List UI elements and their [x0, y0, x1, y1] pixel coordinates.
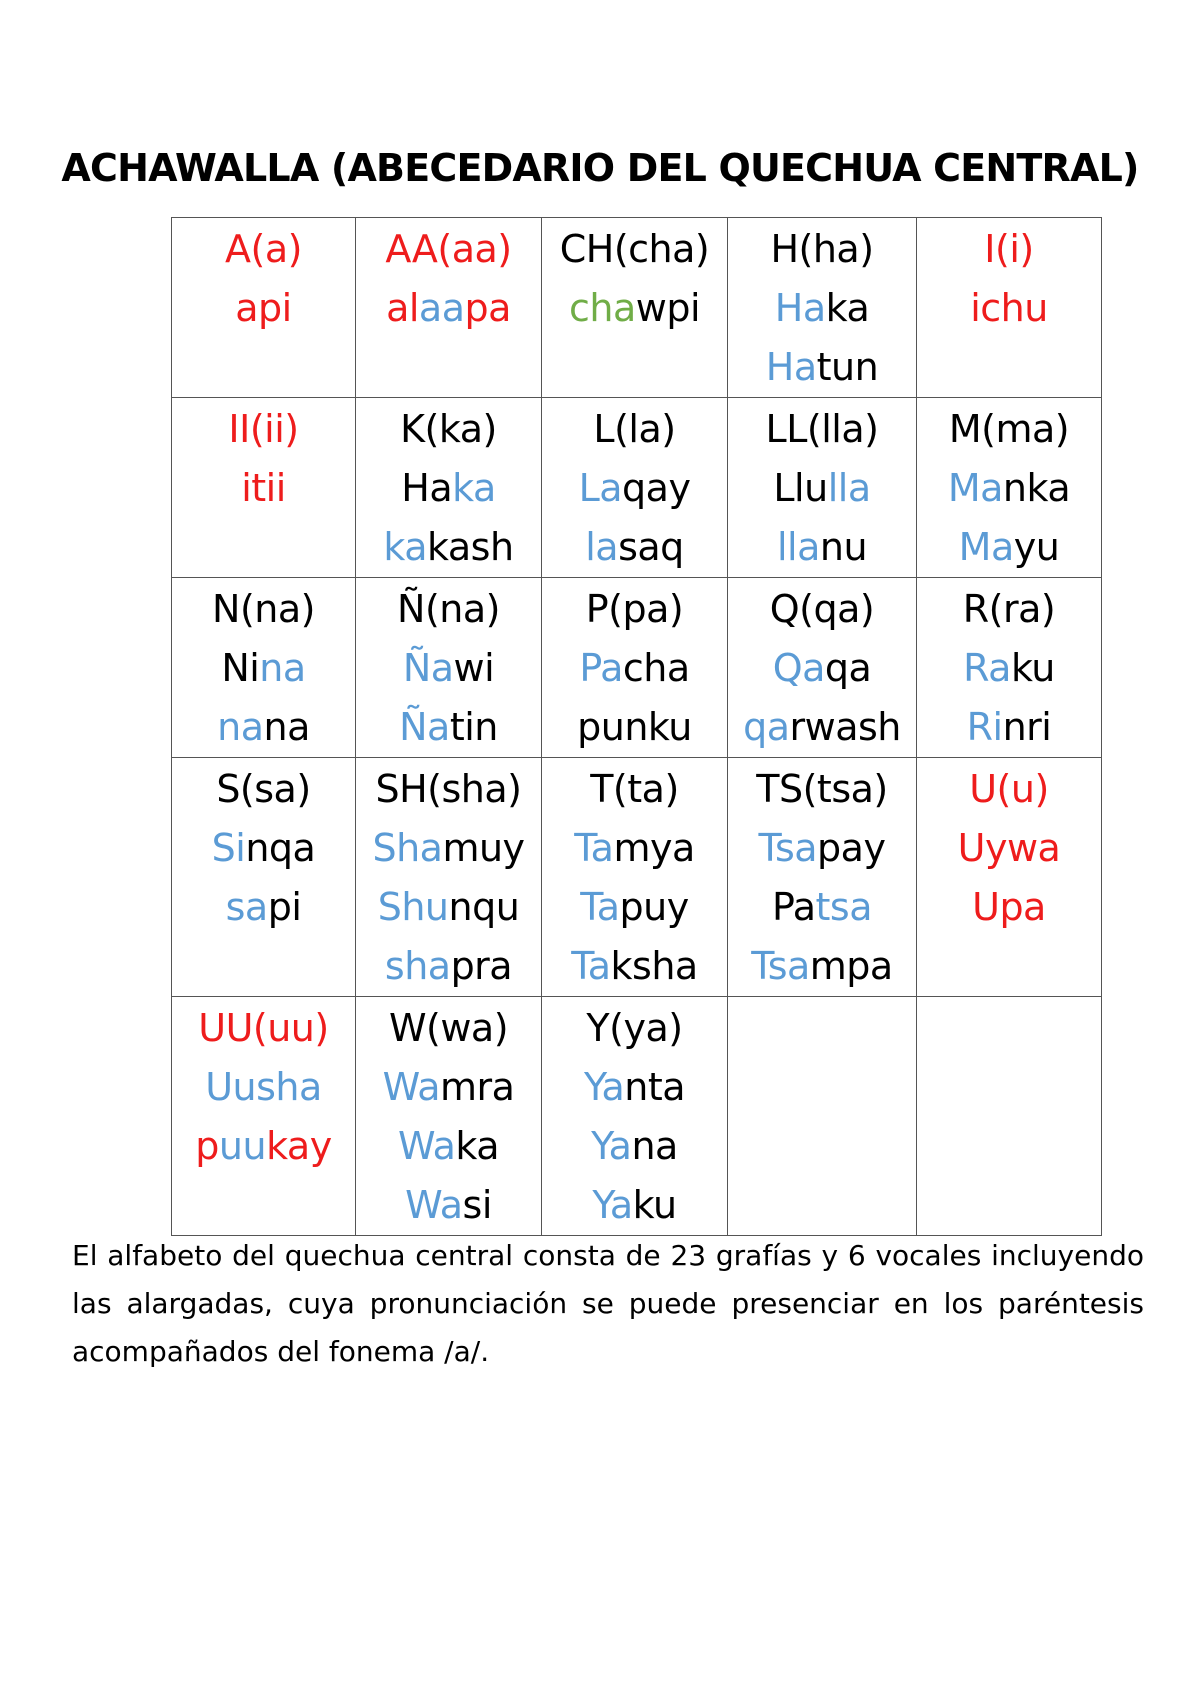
text-segment: Q(qa)	[769, 587, 875, 631]
text-segment: cha	[568, 286, 636, 330]
example-word	[356, 1176, 541, 1235]
text-segment: lla	[827, 466, 871, 510]
text-segment: Tsa	[751, 944, 810, 988]
text-segment: I(i)	[984, 227, 1034, 271]
text-segment: ku	[632, 1183, 677, 1227]
letter-heading	[917, 220, 1101, 279]
text-segment: Y(ya)	[586, 1006, 683, 1050]
text-segment: Wa	[382, 1065, 440, 1109]
letter-heading	[356, 580, 541, 639]
text-segment: saq	[618, 525, 684, 569]
text-segment: La	[578, 466, 623, 510]
text-segment: punku	[577, 705, 692, 749]
text-segment: si	[462, 1183, 492, 1227]
letter-cell	[917, 758, 1102, 997]
text-segment: Ñ(na)	[397, 587, 500, 631]
example-word	[172, 279, 355, 338]
example-word	[172, 639, 355, 698]
text-segment: Pa	[772, 885, 816, 929]
text-segment: Ya	[583, 1065, 625, 1109]
table-row	[172, 218, 1102, 398]
text-segment: mra	[440, 1065, 515, 1109]
example-word	[542, 698, 727, 757]
document-title: ACHAWALLA (ABECEDARIO DEL QUECHUA CENTRAL)	[61, 146, 1139, 190]
example-word	[917, 459, 1101, 518]
letter-heading	[728, 220, 916, 279]
example-word	[356, 279, 541, 338]
text-segment: ku	[1010, 646, 1055, 690]
example-word	[356, 639, 541, 698]
text-segment: CH(cha)	[559, 227, 710, 271]
letter-heading	[542, 220, 727, 279]
text-segment: kay	[266, 1124, 332, 1168]
letter-heading	[356, 760, 541, 819]
text-segment: nqu	[448, 885, 520, 929]
text-segment: Ta	[571, 944, 611, 988]
text-segment: Llu	[773, 466, 828, 510]
table-row	[172, 398, 1102, 578]
table-row	[172, 758, 1102, 997]
example-word	[172, 1117, 355, 1176]
text-segment: pa	[464, 286, 511, 330]
text-segment: Ña	[399, 705, 450, 749]
example-word	[542, 639, 727, 698]
letter-cell	[542, 218, 728, 398]
example-word	[728, 937, 916, 996]
text-segment: Ra	[963, 646, 1011, 690]
text-segment: qa	[743, 705, 790, 749]
text-segment: ka	[383, 525, 428, 569]
text-segment: ka	[452, 466, 496, 510]
letter-heading	[356, 400, 541, 459]
text-segment: sha	[384, 944, 451, 988]
example-word	[172, 819, 355, 878]
text-segment: P(pa)	[585, 587, 684, 631]
example-word	[172, 1058, 355, 1117]
letter-cell	[356, 578, 542, 758]
text-segment: Ha	[765, 345, 817, 389]
text-segment: pay	[817, 826, 886, 870]
text-segment: Sha	[372, 826, 443, 870]
text-segment: muy	[442, 826, 525, 870]
text-segment: II(ii)	[228, 407, 299, 451]
text-segment: lla	[776, 525, 820, 569]
example-word	[172, 459, 355, 518]
text-segment: Ta	[574, 826, 614, 870]
text-segment: nu	[819, 525, 868, 569]
example-word	[172, 698, 355, 757]
example-word	[172, 878, 355, 937]
example-word	[356, 937, 541, 996]
text-segment: Upa	[972, 885, 1046, 929]
letter-cell	[917, 218, 1102, 398]
example-word	[728, 279, 916, 338]
letter-cell	[917, 578, 1102, 758]
example-word	[542, 1176, 727, 1235]
text-segment: M(ma)	[948, 407, 1070, 451]
text-segment: nta	[624, 1065, 686, 1109]
text-segment: N(na)	[212, 587, 315, 631]
text-segment: al	[386, 286, 419, 330]
empty-cell	[917, 997, 1102, 1236]
text-segment: Ha	[401, 466, 453, 510]
letter-cell	[356, 398, 542, 578]
text-segment: na	[631, 1124, 678, 1168]
text-segment: tin	[449, 705, 498, 749]
example-word	[917, 639, 1101, 698]
text-segment: Pa	[579, 646, 623, 690]
letter-cell	[172, 218, 356, 398]
text-segment: U(u)	[969, 767, 1049, 811]
letter-heading	[542, 760, 727, 819]
letter-cell	[728, 398, 917, 578]
description-paragraph: El alfabeto del quechua central consta de 23 grafías y 6 vocales incluyendo las alargadas, cuya pronunciación se puede presenciar en los paréntesis acompañados del fonema /a/.	[72, 1239, 1144, 1368]
letter-heading	[542, 580, 727, 639]
text-segment: tsa	[815, 885, 872, 929]
text-segment: AA(aa)	[385, 227, 512, 271]
text-segment: Ña	[402, 646, 454, 690]
text-segment: nka	[1002, 466, 1071, 510]
text-segment: R(ra)	[962, 587, 1056, 631]
letter-cell	[172, 758, 356, 997]
text-segment: K(ka)	[400, 407, 497, 451]
example-word	[542, 937, 727, 996]
letter-heading	[542, 999, 727, 1058]
text-segment: Ta	[580, 885, 620, 929]
letter-heading	[728, 760, 916, 819]
text-segment: H(ha)	[770, 227, 874, 271]
letter-heading	[728, 580, 916, 639]
example-word	[542, 878, 727, 937]
example-word	[542, 279, 727, 338]
example-word	[356, 878, 541, 937]
text-segment: W(wa)	[388, 1006, 509, 1050]
text-segment: na	[217, 705, 264, 749]
text-segment: p	[195, 1124, 219, 1168]
letter-heading	[172, 999, 355, 1058]
letter-cell	[728, 218, 917, 398]
letter-heading	[172, 760, 355, 819]
text-segment: Ha	[774, 286, 826, 330]
text-segment: api	[235, 286, 292, 330]
text-segment: cha	[622, 646, 690, 690]
text-segment: rwash	[789, 705, 901, 749]
text-segment: Ma	[958, 525, 1014, 569]
text-segment: yu	[1013, 525, 1060, 569]
example-word	[728, 639, 916, 698]
example-word	[356, 819, 541, 878]
text-segment: ichu	[970, 286, 1048, 330]
example-word	[356, 518, 541, 577]
text-segment: Ri	[966, 705, 1003, 749]
text-segment: wpi	[635, 286, 701, 330]
example-word	[542, 1117, 727, 1176]
text-segment: Wa	[405, 1183, 463, 1227]
text-segment: mya	[613, 826, 695, 870]
text-segment: Shu	[377, 885, 449, 929]
example-word	[728, 819, 916, 878]
text-segment: aa	[418, 286, 465, 330]
letter-cell	[356, 758, 542, 997]
text-segment: Si	[211, 826, 246, 870]
text-segment: Ya	[592, 1183, 633, 1227]
letter-cell	[542, 578, 728, 758]
example-word	[356, 1058, 541, 1117]
text-segment: Ya	[591, 1124, 632, 1168]
example-word	[542, 1058, 727, 1117]
text-segment: qa	[824, 646, 872, 690]
letter-cell	[917, 398, 1102, 578]
example-word	[728, 459, 916, 518]
example-word	[728, 518, 916, 577]
text-segment: nri	[1002, 705, 1052, 749]
text-segment: uu	[218, 1124, 267, 1168]
example-word	[356, 459, 541, 518]
table-row	[172, 997, 1102, 1236]
letter-cell	[728, 758, 917, 997]
letter-cell	[542, 758, 728, 997]
text-segment: ka	[455, 1124, 500, 1168]
text-segment: wi	[453, 646, 495, 690]
text-segment: nqa	[245, 826, 316, 870]
example-word	[542, 518, 727, 577]
letter-heading	[172, 220, 355, 279]
text-segment: na	[263, 705, 310, 749]
letter-heading	[356, 220, 541, 279]
letter-cell	[172, 997, 356, 1236]
text-segment: kash	[427, 525, 514, 569]
example-word	[917, 698, 1101, 757]
text-segment: tun	[816, 345, 879, 389]
text-segment: ksha	[610, 944, 698, 988]
letter-cell	[172, 578, 356, 758]
alphabet-table	[171, 217, 1102, 1236]
text-segment: TS(tsa)	[756, 767, 888, 811]
text-segment: na	[259, 646, 306, 690]
text-segment: UU(uu)	[198, 1006, 329, 1050]
letter-cell	[356, 218, 542, 398]
text-segment: puy	[619, 885, 689, 929]
text-segment: qay	[622, 466, 691, 510]
text-segment: S(sa)	[216, 767, 311, 811]
letter-heading	[356, 999, 541, 1058]
letter-heading	[172, 400, 355, 459]
example-word	[917, 819, 1101, 878]
example-word	[917, 518, 1101, 577]
text-segment: la	[585, 525, 619, 569]
example-word	[728, 338, 916, 397]
text-segment: L(la)	[593, 407, 676, 451]
table-row	[172, 578, 1102, 758]
text-segment: pra	[450, 944, 513, 988]
text-segment: LL(lla)	[765, 407, 879, 451]
letter-cell	[542, 398, 728, 578]
example-word	[356, 1117, 541, 1176]
text-segment: Tsa	[758, 826, 818, 870]
text-segment: A(a)	[225, 227, 302, 271]
text-segment: ka	[825, 286, 870, 330]
text-segment: Qa	[772, 646, 825, 690]
letter-cell	[356, 997, 542, 1236]
text-segment: sa	[225, 885, 268, 929]
example-word	[542, 819, 727, 878]
text-segment: Wa	[397, 1124, 456, 1168]
empty-cell	[728, 997, 917, 1236]
letter-heading	[917, 400, 1101, 459]
example-word	[542, 459, 727, 518]
example-word	[917, 279, 1101, 338]
text-segment: Uusha	[205, 1065, 322, 1109]
letter-heading	[172, 580, 355, 639]
example-word	[356, 698, 541, 757]
letter-cell	[728, 578, 917, 758]
letter-cell	[172, 398, 356, 578]
text-segment: Ni	[221, 646, 260, 690]
text-segment: pi	[267, 885, 302, 929]
text-segment: itii	[241, 466, 286, 510]
example-word	[917, 878, 1101, 937]
letter-heading	[917, 760, 1101, 819]
letter-cell	[542, 997, 728, 1236]
letter-heading	[917, 580, 1101, 639]
example-word	[728, 698, 916, 757]
text-segment: SH(sha)	[375, 767, 522, 811]
letter-heading	[728, 400, 916, 459]
text-segment: Uywa	[957, 826, 1061, 870]
text-segment: T(ta)	[590, 767, 679, 811]
text-segment: mpa	[809, 944, 893, 988]
letter-heading	[542, 400, 727, 459]
example-word	[728, 878, 916, 937]
text-segment: Ma	[947, 466, 1003, 510]
